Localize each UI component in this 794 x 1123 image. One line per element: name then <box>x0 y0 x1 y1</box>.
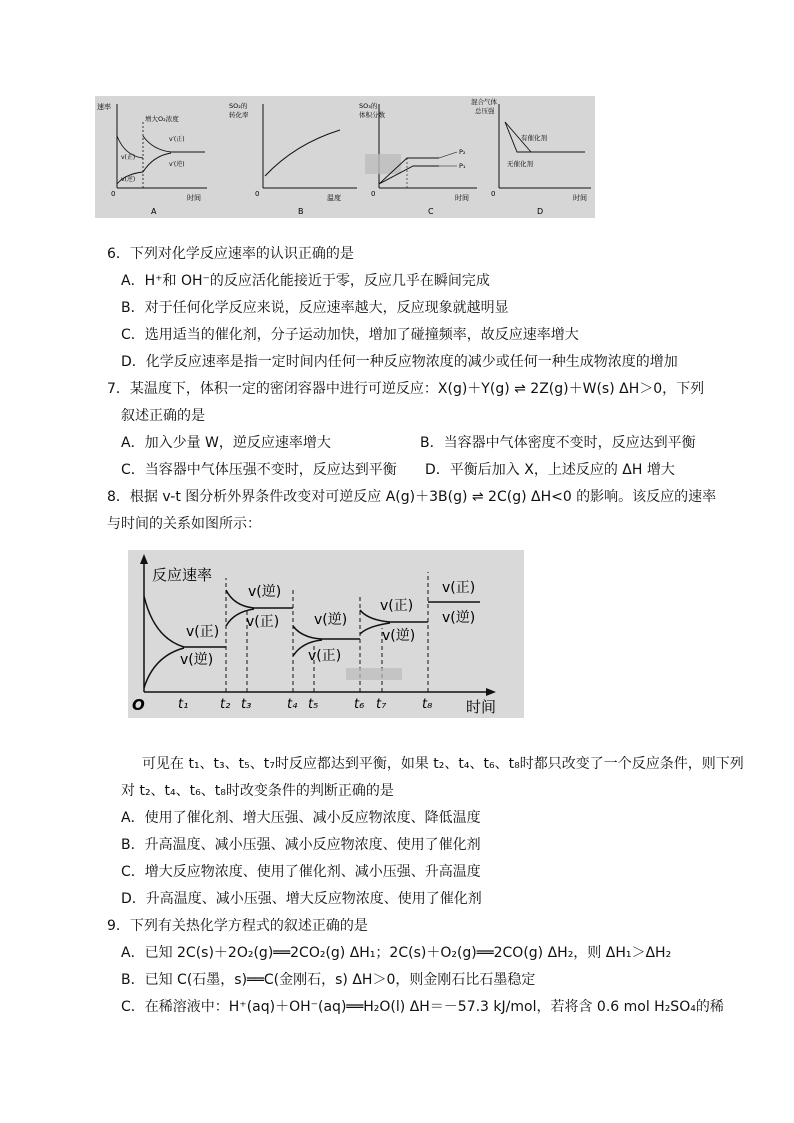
vt-y-arrow <box>140 554 148 564</box>
figure-c-p1: P₁ <box>459 162 466 170</box>
q9-option-b: B．已知 C(石墨，s)══C(金刚石，s) ΔH＞0，则金刚石比石墨稳定 <box>121 972 536 988</box>
top-figures-svg <box>95 96 595 218</box>
figure-d-ylabel-1: 混合气体 <box>471 98 497 106</box>
figure-b-ylabel-1: SO₂的 <box>229 102 248 110</box>
vt-label-seg4-fwd: v(正) <box>380 598 414 614</box>
figure-d-xlabel: 时间 <box>573 194 587 202</box>
q8-option-d: D．升高温度、减小压强、增大反应物浓度、使用了催化剂 <box>121 891 482 907</box>
q7-stem-1: 7．某温度下，体积一定的密闭容器中进行可逆反应：X(g)＋Y(g) ⇌ 2Z(g)＋W(s) ΔH＞0，下列 <box>107 381 705 397</box>
figure-d-without-cat: 无催化剂 <box>507 160 533 168</box>
vt-label-seg4-rev: v(逆) <box>382 628 416 644</box>
figure-b <box>229 101 357 216</box>
vt-tick-t6: t₆ <box>354 697 365 712</box>
q8-stem-1: 8．根据 v-t 图分析外界条件改变对可逆反应 A(g)＋3B(g) ⇌ 2C(g) ΔH<0 的影响。该反应的速率 <box>107 489 717 505</box>
top-figures-strip <box>95 96 595 218</box>
figure-a-curve-top: v′(正) <box>169 136 185 143</box>
figure-c-xlabel: 时间 <box>455 194 469 202</box>
vt-tick-t8: t₈ <box>422 697 433 712</box>
figure-d <box>471 97 591 216</box>
q6-option-d: D．化学反应速率是指一定时间内任何一种反应物浓度的减少或任何一种生成物浓度的增加 <box>121 354 678 370</box>
figure-c-ylabel-2: 体积分数 <box>359 111 385 119</box>
q7-option-c: C．当容器中气体压强不变时，反应达到平衡 <box>121 462 397 478</box>
vt-label-seg3-rev: v(逆) <box>314 612 348 628</box>
vt-tick-t1: t₁ <box>178 697 189 712</box>
vt-tick-t3: t₃ <box>241 697 252 712</box>
q8-option-a: A．使用了催化剂、增大压强、减小反应物浓度、降低温度 <box>121 810 481 826</box>
q9-option-c: C．在稀溶液中：H⁺(aq)＋OH⁻(aq)══H₂O(l) ΔH＝－57.3 kJ/mol，若将含 0.6 mol H₂SO₄的稀 <box>121 999 724 1015</box>
q6-stem: 6．下列对化学反应速率的认识正确的是 <box>107 246 354 262</box>
figure-a-ylabel: 速率 <box>97 103 111 111</box>
figure-c-p2: P₂ <box>459 148 466 156</box>
q9-option-a: A．已知 2C(s)＋2O₂(g)══2CO₂(g) ΔH₁；2C(s)＋O₂(g)══2CO(g) ΔH₂，则 ΔH₁＞ΔH₂ <box>121 945 672 961</box>
figure-d-with-cat: 有催化剂 <box>521 134 547 142</box>
vt-tick-t7: t₇ <box>376 697 387 712</box>
vt-label-seg5-rev: v(逆) <box>442 610 476 626</box>
figure-d-origin: 0 <box>491 190 496 198</box>
figure-b-caption: B <box>298 207 304 216</box>
vt-xlabel: 时间 <box>466 698 497 716</box>
q7-stem-2: 叙述正确的是 <box>121 408 205 424</box>
figure-c-origin: 0 <box>371 190 376 198</box>
figure-c <box>359 101 477 216</box>
q8-para-2: 对 t₂、t₄、t₆、t₈时改变条件的判断正确的是 <box>121 783 394 799</box>
figure-a-caption: A <box>151 207 157 216</box>
vt-label-seg3-fwd: v(正) <box>308 648 342 664</box>
q8-stem-2: 与时间的关系如图所示： <box>107 516 261 532</box>
vt-tick-t4: t₄ <box>287 697 298 712</box>
vt-label-seg1-fwd: v(正) <box>186 624 220 640</box>
figure-a-curve3: v(逆) <box>121 176 136 183</box>
figure-a-annotation: 增大O₂浓度 <box>145 115 179 123</box>
q8-option-b: B．升高温度、减小压强、减小反应物浓度、使用了催化剂 <box>121 837 481 853</box>
figure-c-caption: C <box>428 207 434 216</box>
figure-a-origin: 0 <box>111 190 116 198</box>
figure-d-ylabel-2: 总压强 <box>475 107 495 115</box>
vt-label-seg2-fwd: v(正) <box>246 614 280 630</box>
q8-option-c: C．增大反应物浓度、使用了催化剂、减小压强、升高温度 <box>121 864 481 880</box>
q9-stem: 9．下列有关热化学方程式的叙述正确的是 <box>107 918 368 934</box>
vt-origin: O <box>132 696 145 714</box>
q7-option-d: D．平衡后加入 X，上述反应的 ΔH 增大 <box>425 462 675 478</box>
q7-option-a: A．加入少量 W，逆反应速率增大 <box>121 435 331 451</box>
q6-option-c: C．选用适当的催化剂，分子运动加快，增加了碰撞频率，故反应速率增大 <box>121 327 579 343</box>
figure-a <box>97 102 207 216</box>
figure-b-ylabel-2: 转化率 <box>229 111 249 119</box>
figure-c-ylabel-1: SO₃的 <box>359 102 378 110</box>
figure-b-origin: 0 <box>255 190 260 198</box>
vt-tick-t5: t₅ <box>308 697 319 712</box>
vt-tick-t2: t₂ <box>220 697 231 712</box>
figure-b-xlabel: 温度 <box>327 194 341 202</box>
figure-a-curve1: v(正) <box>121 154 136 161</box>
vt-label-seg1-rev: v(逆) <box>180 652 214 668</box>
vt-ylabel: 反应速率 <box>152 566 213 584</box>
vt-x-arrow <box>486 688 496 696</box>
q6-option-a: A．H⁺和 OH⁻的反应活化能接近于零，反应几乎在瞬间完成 <box>121 273 490 289</box>
vt-chart-svg <box>128 550 524 718</box>
q6-option-b: B．对于任何化学反应来说，反应速率越大，反应现象就越明显 <box>121 300 509 316</box>
vt-label-seg2-rev: v(逆) <box>248 584 282 600</box>
q8-para-1: 可见在 t₁、t₃、t₅、t₇时反应都达到平衡，如果 t₂、t₄、t₆、t₈时都只改变了一个反应条件，则下列 <box>142 756 744 772</box>
q7-option-b: B．当容器中气体密度不变时，反应达到平衡 <box>420 435 696 451</box>
vt-label-seg5-fwd: v(正) <box>442 580 476 596</box>
vt-chart <box>128 550 524 718</box>
figure-a-curve2: v′(逆) <box>169 161 185 168</box>
figure-d-caption: D <box>537 207 544 216</box>
figure-a-xlabel: 时间 <box>187 194 201 202</box>
